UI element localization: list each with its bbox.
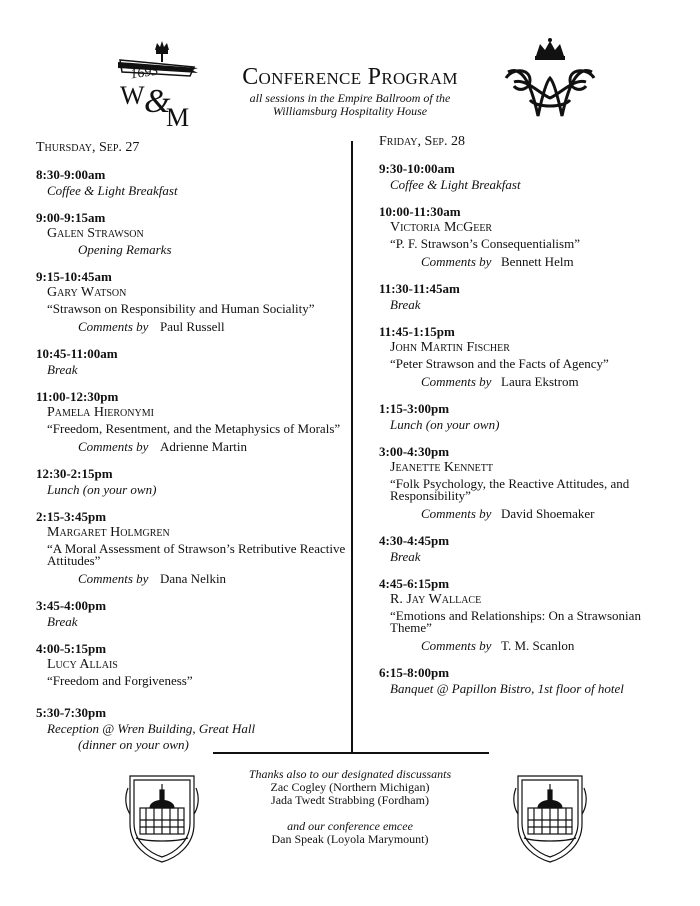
session: [379, 401, 679, 433]
session: [379, 161, 679, 193]
session-title-cont: Theme”: [390, 620, 432, 635]
session: [36, 598, 346, 630]
session: [36, 466, 346, 498]
session: [379, 281, 679, 313]
crown-icon: [535, 38, 565, 60]
crest-icon: [126, 776, 198, 862]
commenter-name: Dana Nelkin: [160, 571, 227, 586]
comments-label: Comments by: [421, 638, 492, 653]
session-time: 5:30-7:30pm: [36, 705, 107, 720]
wren-building-crest-left: [124, 768, 200, 864]
session-time: 3:45-4:00pm: [36, 598, 107, 613]
wren-building-crest-right: [512, 768, 588, 864]
comments-label: Comments by: [78, 319, 149, 334]
session: [379, 533, 679, 565]
commenter-name: Bennett Helm: [501, 254, 574, 269]
page-title: Conference Program: [242, 64, 458, 90]
session: [36, 389, 346, 455]
session-time: 4:00-5:15pm: [36, 641, 107, 656]
session-time: 11:45-1:15pm: [379, 324, 455, 339]
session-comments: [379, 638, 679, 654]
session-time: 9:30-10:00am: [379, 161, 455, 176]
emcee-name: Dan Speak (Loyola Marymount): [271, 832, 429, 846]
footer-divider: [213, 752, 489, 754]
session-title: “A Moral Assessment of Strawson’s Retributive Reactive: [47, 541, 346, 556]
session-note: Break: [390, 297, 421, 312]
session-comments: [379, 506, 679, 522]
session-comments: [36, 439, 346, 455]
session-time: 4:30-4:45pm: [379, 533, 450, 548]
session: [379, 576, 679, 654]
session-note: Break: [390, 549, 421, 564]
session-speaker: Galen Strawson: [47, 226, 144, 241]
comments-label: Comments by: [78, 439, 149, 454]
session-title: “Emotions and Relationships: On a Strawsonian: [390, 608, 641, 623]
session-note-cont: (dinner on your own): [78, 737, 189, 752]
session-speaker: Jeanette Kennett: [390, 460, 493, 475]
session: [379, 204, 679, 270]
discussant-name: Zac Cogley (Northern Michigan): [270, 780, 430, 794]
logo-year: 1693: [129, 63, 160, 83]
session-time: 11:00-12:30pm: [36, 389, 119, 404]
session-title: “Freedom and Forgiveness”: [47, 673, 193, 688]
comments-label: Comments by: [421, 506, 492, 521]
column-divider: [351, 141, 353, 753]
session: [379, 665, 679, 697]
friday-column: [379, 134, 679, 708]
session-comments: [36, 571, 346, 587]
commenter-name: T. M. Scanlon: [501, 638, 575, 653]
commenter-name: Paul Russell: [160, 319, 225, 334]
wm-weathervane-logo: [108, 40, 204, 132]
discussant-name: Jada Twedt Strabbing (Fordham): [271, 793, 429, 807]
session-title: “Peter Strawson and the Facts of Agency”: [390, 356, 609, 371]
session-speaker: Victoria McGeer: [390, 220, 493, 235]
session-time: 9:15-10:45am: [36, 269, 112, 284]
session: [36, 705, 346, 753]
session-time: 2:15-3:45pm: [36, 509, 107, 524]
session: [36, 167, 346, 199]
session-note: Coffee & Light Breakfast: [390, 177, 521, 192]
session-time: 11:30-11:45am: [379, 281, 460, 296]
session-time: 4:45-6:15pm: [379, 576, 450, 591]
venue-line-2: Williamsburg Hospitality House: [272, 104, 428, 118]
acknowledgements: [200, 768, 500, 846]
session-title-cont: Responsibility”: [390, 488, 471, 503]
session: [36, 641, 346, 689]
session-speaker: Lucy Allais: [47, 657, 118, 672]
commenter-name: Laura Ekstrom: [501, 374, 579, 389]
session-time: 8:30-9:00am: [36, 167, 106, 182]
session-note: Coffee & Light Breakfast: [47, 183, 178, 198]
commenter-name: David Shoemaker: [501, 506, 595, 521]
emcee-label: and our conference emcee: [287, 819, 413, 833]
session-comments: [36, 319, 346, 335]
day-heading: Friday, Sep. 28: [379, 134, 465, 149]
comments-label: Comments by: [78, 571, 149, 586]
session-speaker: John Martin Fischer: [390, 340, 510, 355]
session-note: Break: [47, 362, 78, 377]
session-time: 6:15-8:00pm: [379, 665, 450, 680]
logo-ampersand: &: [144, 83, 171, 120]
session-note: Break: [47, 614, 78, 629]
venue-subtitle: [220, 92, 480, 118]
session-time: 1:15-3:00pm: [379, 401, 450, 416]
session-time: 12:30-2:15pm: [36, 466, 113, 481]
session-note: Reception @ Wren Building, Great Hall: [47, 721, 256, 736]
session: [36, 269, 346, 335]
logo-letter-m: M: [166, 103, 190, 132]
session-title: “P. F. Strawson’s Consequentialism”: [390, 236, 580, 251]
session-time: 10:45-11:00am: [36, 346, 118, 361]
session: [379, 444, 679, 522]
session-title: “Folk Psychology, the Reactive Attitudes, and: [390, 476, 630, 491]
session: [379, 324, 679, 390]
session-speaker: Gary Watson: [47, 285, 127, 300]
session-time: 9:00-9:15am: [36, 210, 106, 225]
session-time: 10:00-11:30am: [379, 204, 461, 219]
comments-label: Comments by: [421, 374, 492, 389]
crown-icon: [155, 41, 169, 62]
day-heading: Thursday, Sep. 27: [36, 140, 140, 155]
session-speaker: R. Jay Wallace: [390, 592, 482, 607]
session-comments: [379, 254, 679, 270]
session-note: Lunch (on your own): [47, 482, 157, 497]
session-note: Lunch (on your own): [390, 417, 500, 432]
royal-cipher-logo: [500, 38, 600, 126]
logo-letter-w: W: [120, 81, 145, 110]
session-title-cont: Attitudes”: [47, 553, 101, 568]
venue-line-1: all sessions in the Empire Ballroom of the: [249, 91, 451, 105]
session-note: Opening Remarks: [78, 242, 172, 257]
session-comments: [379, 374, 679, 390]
session-note: Banquet @ Papillon Bistro, 1st floor of hotel: [390, 681, 624, 696]
commenter-name: Adrienne Martin: [160, 439, 248, 454]
comments-label: Comments by: [421, 254, 492, 269]
thursday-column: [36, 140, 346, 764]
session-title: “Freedom, Resentment, and the Metaphysics of Morals”: [47, 421, 341, 436]
session: [36, 210, 346, 258]
session-speaker: Margaret Holmgren: [47, 525, 170, 540]
session-time: 3:00-4:30pm: [379, 444, 450, 459]
session-title: “Strawson on Responsibility and Human Sociality”: [47, 301, 315, 316]
cipher-monogram-icon: [506, 71, 594, 116]
thanks-line: Thanks also to our designated discussants: [248, 767, 452, 781]
session-speaker: Pamela Hieronymi: [47, 405, 154, 420]
crest-icon: [514, 776, 586, 862]
session: [36, 509, 346, 587]
session: [36, 346, 346, 378]
